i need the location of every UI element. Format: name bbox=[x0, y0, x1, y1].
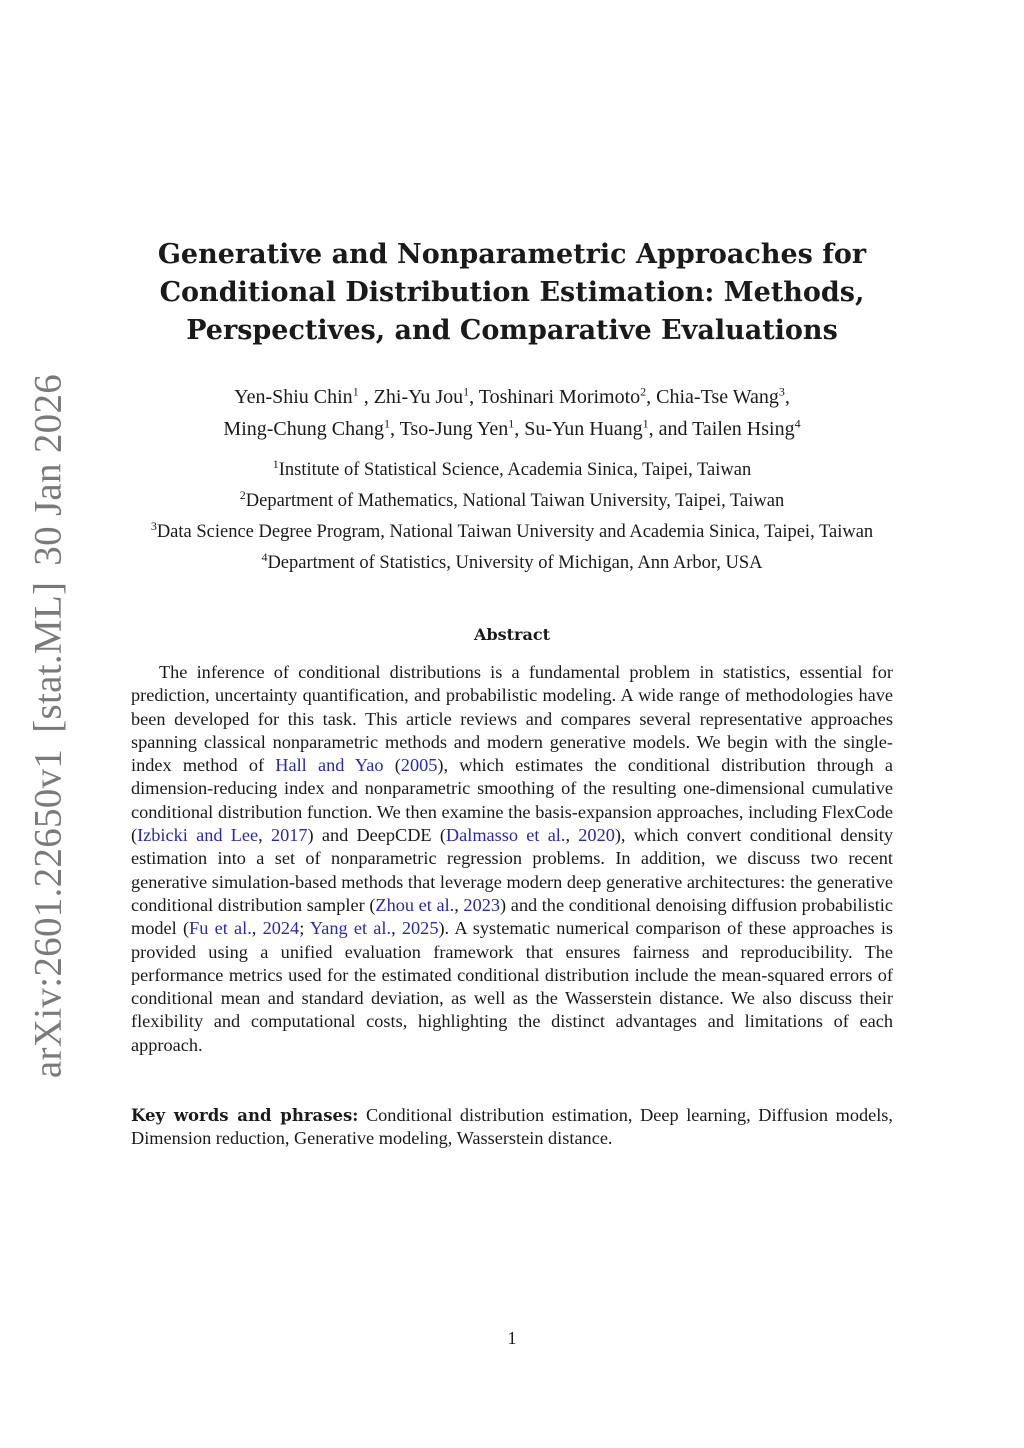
citation-link[interactable]: 2020 bbox=[578, 825, 615, 846]
arxiv-id: arXiv:2601.22650v1 bbox=[26, 748, 70, 1079]
abstract-text: , bbox=[565, 825, 579, 846]
abstract-text: ), which convert conditional density estimation into a set of nonparametric regression problems. In addition, we discuss two recent generative simulation-based methods that leverage modern deep generative architectures: the generative conditional distribution sampler ( bbox=[131, 825, 894, 915]
citation-link[interactable]: 2005 bbox=[400, 755, 438, 776]
affiliation-text: Data Science Degree Program, National Taiwan University and Academia Sinica, Taipei, Taiwan bbox=[156, 522, 874, 542]
citation-link[interactable]: Izbicki and Lee bbox=[137, 825, 259, 846]
author-affiliation-mark: 1 bbox=[642, 416, 649, 431]
abstract-heading: Abstract bbox=[474, 625, 550, 644]
citation-link[interactable]: 2025 bbox=[401, 918, 439, 939]
author-line bbox=[100, 413, 924, 445]
citation-link[interactable]: Fu et al. bbox=[189, 918, 252, 939]
author-name: Tso-Jung Yen bbox=[399, 418, 509, 440]
author-affiliation-mark: 1 bbox=[383, 416, 390, 431]
author-separator: , bbox=[514, 418, 525, 440]
abstract-text: ). A systematic numerical comparison of these approaches is provided using a unified evaluation framework that ensures fairness and reproducibility. The performance metrics used for the estimated conditional distribution include the mean-squared errors of conditional mean and standard deviation, as well as the Wasserstein distance. We also discuss their flexibility and computational costs, highlighting the distinct advantages and limitations of each approach. bbox=[131, 918, 894, 1055]
affiliation-text: Department of Statistics, University of Michigan, Ann Arbor, USA bbox=[267, 553, 763, 573]
abstract-text: , bbox=[391, 918, 402, 939]
citation-link[interactable]: 2024 bbox=[262, 918, 300, 939]
arxiv-identifier-stamp bbox=[26, 366, 71, 1086]
keywords-text: Conditional distribution estimation, Deep learning, Diffusion models, Dimension reduction, Generative modeling, Wasserstein distance. bbox=[131, 1105, 893, 1149]
author-affiliation-mark: 3 bbox=[778, 384, 785, 399]
abstract-text: , bbox=[258, 825, 271, 846]
arxiv-date: 30 Jan 2026 bbox=[26, 373, 70, 566]
affiliation-number: 3 bbox=[150, 518, 157, 533]
citation-link[interactable]: 2017 bbox=[270, 825, 308, 846]
affiliation bbox=[80, 548, 944, 579]
author-affiliation-mark: 4 bbox=[794, 416, 801, 431]
author-name: Tailen Hsing bbox=[692, 418, 795, 440]
title-line: Perspectives, and Comparative Evaluations bbox=[186, 315, 838, 346]
affiliation-list bbox=[80, 455, 944, 579]
author-name: Zhi-Yu Jou bbox=[373, 386, 464, 408]
abstract-text: ) and the conditional denoising diffusion probabilistic model ( bbox=[131, 894, 893, 939]
author-separator: , bbox=[358, 386, 374, 408]
author-name: Yen-Shiu Chin bbox=[234, 386, 353, 408]
abstract-text: ; bbox=[299, 918, 310, 939]
author-name: Ming-Chung Chang bbox=[223, 418, 384, 440]
affiliation bbox=[80, 455, 944, 486]
abstract-text: ) and DeepCDE ( bbox=[307, 825, 446, 846]
citation-link[interactable]: 2023 bbox=[463, 894, 500, 915]
title-line: Generative and Nonparametric Approaches for bbox=[157, 239, 867, 270]
abstract-text: , bbox=[454, 894, 464, 915]
author-name: Toshinari Morimoto bbox=[478, 386, 641, 408]
arxiv-category: [stat.ML] bbox=[26, 581, 70, 733]
affiliation bbox=[80, 517, 944, 548]
author-name: Chia-Tse Wang bbox=[656, 386, 779, 408]
affiliation-text: Department of Mathematics, National Taiwan University, Taipei, Taiwan bbox=[245, 491, 785, 511]
affiliation-number: 2 bbox=[239, 487, 246, 502]
author-affiliation-mark: 1 bbox=[352, 384, 359, 399]
paper-title bbox=[130, 236, 894, 350]
abstract-text: ( bbox=[383, 755, 401, 776]
author-line bbox=[100, 381, 924, 413]
author-affiliation-mark: 1 bbox=[463, 384, 470, 399]
keywords-label: Key words and phrases: bbox=[131, 1106, 359, 1125]
author-affiliation-mark: 2 bbox=[640, 384, 647, 399]
author-separator: , bbox=[389, 418, 400, 440]
page-number: 1 bbox=[507, 1328, 517, 1348]
affiliation-text: Institute of Statistical Science, Academia Sinica, Taipei, Taiwan bbox=[278, 460, 752, 480]
author-separator: , bbox=[646, 386, 657, 408]
author-separator: , bbox=[784, 386, 790, 408]
affiliation bbox=[80, 486, 944, 517]
citation-link[interactable]: Dalmasso et al. bbox=[445, 825, 566, 846]
citation-link[interactable]: Zhou et al. bbox=[375, 894, 455, 915]
citation-link[interactable]: Yang et al. bbox=[309, 918, 392, 939]
citation-link[interactable]: Hall and Yao bbox=[275, 755, 384, 776]
affiliation-number: 1 bbox=[272, 456, 279, 471]
author-name: Su-Yun Huang bbox=[524, 418, 643, 440]
abstract-body bbox=[131, 661, 893, 1057]
title-line: Conditional Distribution Estimation: Methods, bbox=[159, 277, 865, 308]
author-list bbox=[100, 381, 924, 445]
abstract-text: The inference of conditional distributions is a fundamental problem in statistics, essential for prediction, uncertainty quantification, and probabilistic modeling. A wide range of methodologies have been developed for this task. This article reviews and compares several representative approaches spanning classical nonparametric methods and modern generative models. We begin with the single-index method of bbox=[131, 662, 893, 776]
keywords-paragraph bbox=[131, 1104, 893, 1151]
abstract-text: , bbox=[251, 918, 263, 939]
author-separator: , and bbox=[648, 418, 693, 440]
abstract-text: ), which estimates the conditional distribution through a dimension-reducing index and nonparametric smoothing of the resulting one-dimensional cumulative conditional distribution function. We then examine the basis-expansion approaches, including FlexCode ( bbox=[131, 755, 893, 846]
author-separator: , bbox=[469, 386, 479, 408]
author-affiliation-mark: 1 bbox=[508, 416, 515, 431]
affiliation-number: 4 bbox=[261, 549, 268, 564]
